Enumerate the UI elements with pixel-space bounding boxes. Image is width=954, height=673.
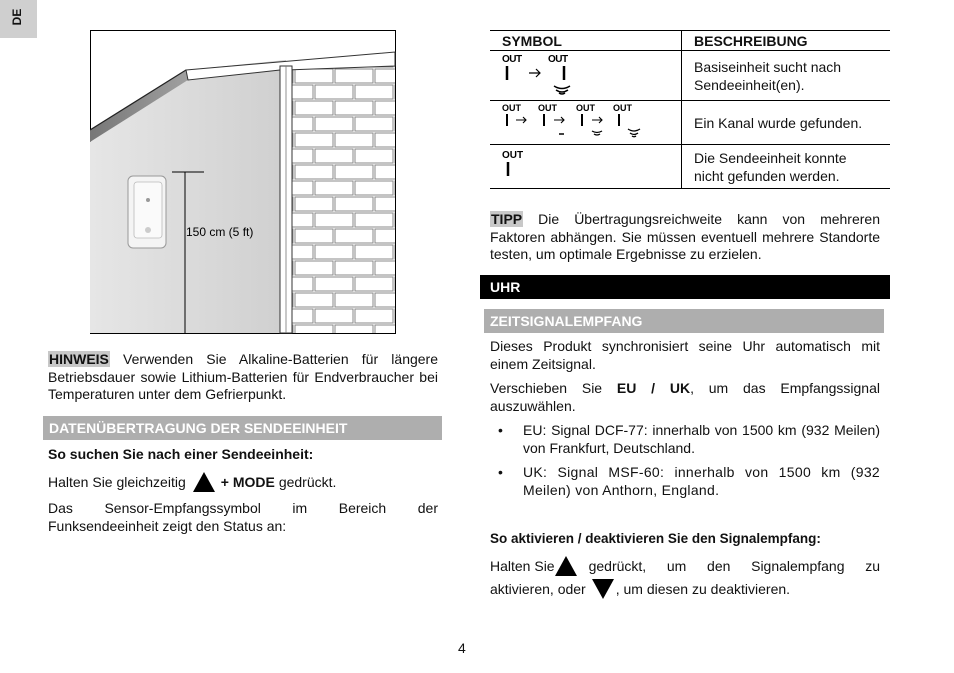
eu-uk-switch-label: EU / UK bbox=[616, 380, 691, 396]
list-item: • EU: Signal DCF-77: innerhalb von 1500 km (932 Meilen) von Frankfurt, Deutschland. bbox=[490, 422, 880, 457]
section-header-transfer bbox=[43, 416, 442, 440]
description-found: Ein Kanal wurde gefunden. bbox=[694, 114, 863, 131]
activate-text-2: gedrückt, um den Signalempfang zu bbox=[588, 558, 880, 574]
height-label: 150 cm (5 ft) bbox=[186, 225, 254, 239]
signal-searching-icon bbox=[502, 52, 582, 96]
down-arrow-icon bbox=[592, 579, 614, 599]
hinweis-note bbox=[48, 351, 438, 404]
activate-text-3: aktivieren, oder bbox=[490, 581, 586, 597]
table-row bbox=[490, 101, 890, 145]
section-title: DATENÜBERTRAGUNG DER SENDEEINHEIT bbox=[49, 420, 348, 436]
hold-text-before: Halten Sie gleichzeitig bbox=[48, 474, 186, 490]
activate-text-4: , um diesen zu deaktivieren. bbox=[615, 581, 791, 597]
up-arrow-icon bbox=[555, 556, 577, 576]
list-item: • UK: Signal MSF-60: innerhalb von 1500 km (932 Meilen) von Anthorn, England. bbox=[490, 464, 880, 499]
svg-text:OUT: OUT bbox=[576, 103, 595, 113]
table-row bbox=[490, 145, 890, 189]
move-text-after: , um das Empfangssignal auszuwählen. bbox=[490, 380, 880, 414]
hold-text-after: gedrückt. bbox=[278, 474, 337, 490]
table-header-symbol: SYMBOL bbox=[490, 31, 682, 51]
hinweis-tag: HINWEIS bbox=[49, 351, 109, 367]
svg-text:OUT: OUT bbox=[613, 103, 632, 113]
language-tab bbox=[0, 0, 37, 38]
signal-list bbox=[490, 422, 880, 499]
description-not-found: Die Sendeeinheit konnte nicht gefunden werden. bbox=[694, 149, 847, 184]
signal-not-found-icon bbox=[502, 148, 542, 182]
sync-text: Dieses Produkt synchronisiert seine Uhr automatisch mit einem Zeitsignal. bbox=[490, 338, 880, 372]
svg-text:OUT: OUT bbox=[502, 103, 521, 113]
symbol-not-found bbox=[490, 145, 682, 189]
status-text: Das Sensor-Empfangssymbol im Bereich der Funksendeeinheit zeigt den Status an: bbox=[48, 500, 438, 534]
language-tab-label: DE bbox=[10, 8, 24, 26]
activate-line-2 bbox=[490, 579, 790, 599]
table-row bbox=[490, 51, 890, 101]
tipp-note bbox=[490, 211, 880, 264]
up-arrow-icon bbox=[193, 472, 215, 492]
svg-text:OUT: OUT bbox=[538, 103, 557, 113]
tipp-tag: TIPP bbox=[491, 211, 523, 227]
table-header-description: BESCHREIBUNG bbox=[694, 32, 808, 49]
activate-line-1 bbox=[490, 556, 880, 576]
signal-found-icon bbox=[502, 102, 652, 140]
hold-instruction bbox=[48, 472, 336, 492]
section-title: ZEITSIGNALEMPFANG bbox=[490, 313, 643, 329]
search-heading: So suchen Sie nach einer Sendeeinheit: bbox=[48, 446, 314, 462]
move-text bbox=[490, 380, 880, 415]
section-title: UHR bbox=[490, 279, 521, 295]
svg-text:OUT: OUT bbox=[502, 150, 524, 161]
symbol-searching bbox=[490, 51, 682, 101]
activate-text-1: Halten Sie bbox=[490, 558, 555, 574]
svg-text:OUT: OUT bbox=[548, 54, 568, 65]
section-header-uhr bbox=[480, 275, 890, 299]
mounting-height-figure bbox=[90, 30, 396, 334]
hinweis-text: Verwenden Sie Alkaline-Batterien für längere Betriebsdauer sowie Lithium-Batterien für Endverbraucher bei Temperaturen unter dem Gefrierpunkt. bbox=[48, 351, 438, 402]
symbol-found bbox=[490, 101, 682, 145]
description-searching: Basiseinheit sucht nach Sendeeinheit(en). bbox=[694, 58, 842, 93]
page-number: 4 bbox=[458, 640, 466, 656]
svg-text:OUT: OUT bbox=[502, 54, 522, 65]
symbol-table bbox=[490, 30, 890, 189]
section-header-zeitsignal bbox=[484, 309, 884, 333]
activate-heading: So aktivieren / deaktivieren Sie den Signalempfang: bbox=[490, 531, 821, 546]
mode-label: + MODE bbox=[220, 474, 275, 490]
move-text-before: Verschieben Sie bbox=[490, 380, 617, 396]
tipp-text: Die Übertragungsreichweite kann von mehreren Faktoren abhängen. Sie müssen eventuell mehrere Standorte testen, um optimale Ergebnisse zu erzielen. bbox=[490, 211, 880, 262]
